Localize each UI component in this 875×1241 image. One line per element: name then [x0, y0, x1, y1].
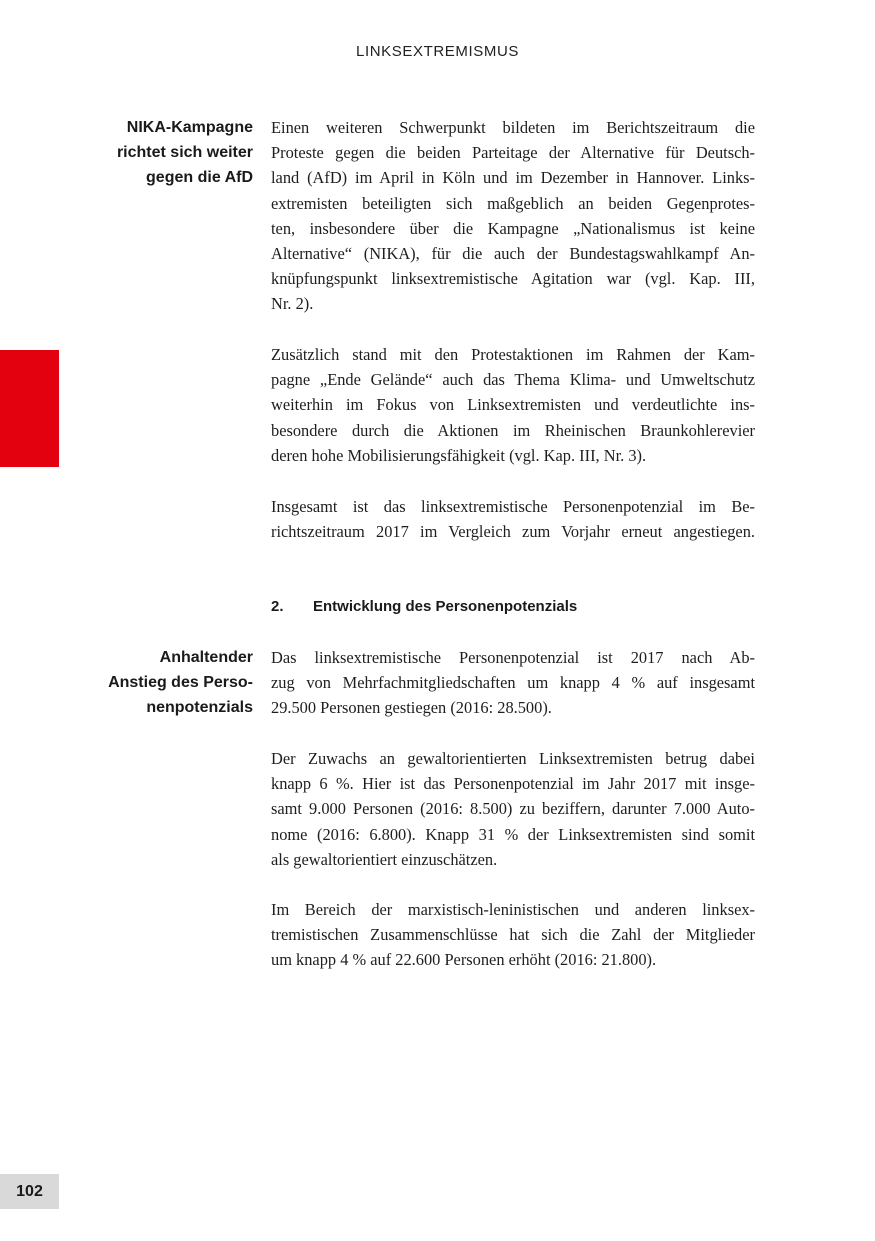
text-line: weiterhin im Fokus von Linksextremisten und verdeutlichte ins-	[271, 395, 755, 415]
text-line: zug von Mehrfachmitgliedschaften um knapp 4 % auf insgesamt	[271, 673, 755, 693]
text-line: 29.500 Personen gestiegen (2016: 28.500).	[271, 698, 552, 718]
margin-note-line: NIKA-Kampagne	[126, 119, 253, 136]
text-line: um knapp 4 % auf 22.600 Personen erhöht (2016: 21.800).	[271, 950, 657, 970]
text-line: Zusätzlich stand mit den Protestaktionen im Rahmen der Kam-	[271, 345, 755, 364]
text-line: land (AfD) im April in Köln und im Dezember in Hannover. Links-	[271, 168, 755, 188]
text-line: pagne „Ende Gelände“ auch das Thema Klima- und Umweltschutz	[271, 370, 755, 390]
paragraph-gewaltorientiert	[271, 746, 755, 872]
paragraph-ende-gelaende	[271, 342, 755, 468]
text-line: richtszeitraum 2017 im Vergleich zum Vorjahr erneut angestiegen.	[271, 522, 755, 542]
margin-note-line: nenpotenzials	[146, 699, 253, 716]
margin-note-line: gegen die AfD	[146, 169, 253, 186]
page-number: 102	[0, 1174, 59, 1209]
section-title: Entwicklung des Personenpotenzials	[313, 598, 578, 615]
margin-note-line: Anhaltender	[159, 649, 253, 666]
paragraph-nika	[271, 115, 755, 317]
text-line: deren hohe Mobilisierungsfähigkeit (vgl. Kap. III, Nr. 3).	[271, 445, 647, 465]
margin-note-line: richtet sich weiter	[116, 144, 253, 161]
chapter-marker	[0, 350, 59, 467]
text-line: als gewaltorientiert einzuschätzen.	[271, 849, 498, 869]
section-heading	[271, 596, 755, 618]
running-header: LINKSEXTREMISMUS	[356, 43, 519, 60]
margin-note-nika	[83, 115, 253, 190]
text-line: ten, insbesondere über die Kampagne „Nationalismus ist keine	[271, 218, 755, 238]
text-line: Insgesamt ist das linksextremistische Personenpotenzial im Be-	[271, 497, 755, 516]
text-line: Einen weiteren Schwerpunkt bildeten im Berichtszeitraum die	[271, 118, 755, 137]
margin-note-line: Anstieg des Perso-	[108, 674, 253, 691]
text-line: tremistischen Zusammenschlüsse hat sich die Zahl der Mitglieder	[271, 925, 755, 945]
text-line: Der Zuwachs an gewaltorientierten Linksextremisten betrug dabei	[271, 749, 755, 768]
paragraph-personenpotenzial	[271, 645, 755, 721]
text-line: Proteste gegen die beiden Parteitage der Alternative für Deutsch-	[271, 143, 755, 163]
text-line: Das linksextremistische Personenpotenzial ist 2017 nach Ab-	[271, 648, 755, 667]
section-number: 2.	[271, 598, 284, 615]
text-line: besondere durch die Aktionen im Rheinischen Braunkohlerevier	[271, 420, 755, 440]
text-line: knüpfungspunkt linksextremistische Agitation war (vgl. Kap. III,	[271, 269, 755, 289]
text-line: Im Bereich der marxistisch-leninistischen und anderen linksex-	[271, 900, 755, 919]
text-line: nome (2016: 6.800). Knapp 31 % der Linksextremisten sind somit	[271, 824, 755, 844]
text-line: knapp 6 %. Hier ist das Personenpotenzial im Jahr 2017 mit insge-	[271, 774, 755, 794]
text-line: extremisten beteiligten sich maßgeblich an beiden Gegenprotes-	[271, 193, 755, 213]
margin-note-anstieg	[83, 645, 253, 720]
paragraph-marxistisch	[271, 897, 755, 973]
text-line: Nr. 2).	[271, 294, 314, 314]
text-line: Alternative“ (NIKA), für die auch der Bundestagswahlkampf An-	[271, 244, 755, 264]
text-line: samt 9.000 Personen (2016: 8.500) zu beziffern, darunter 7.000 Auto-	[271, 799, 755, 819]
paragraph-insgesamt	[271, 494, 755, 544]
